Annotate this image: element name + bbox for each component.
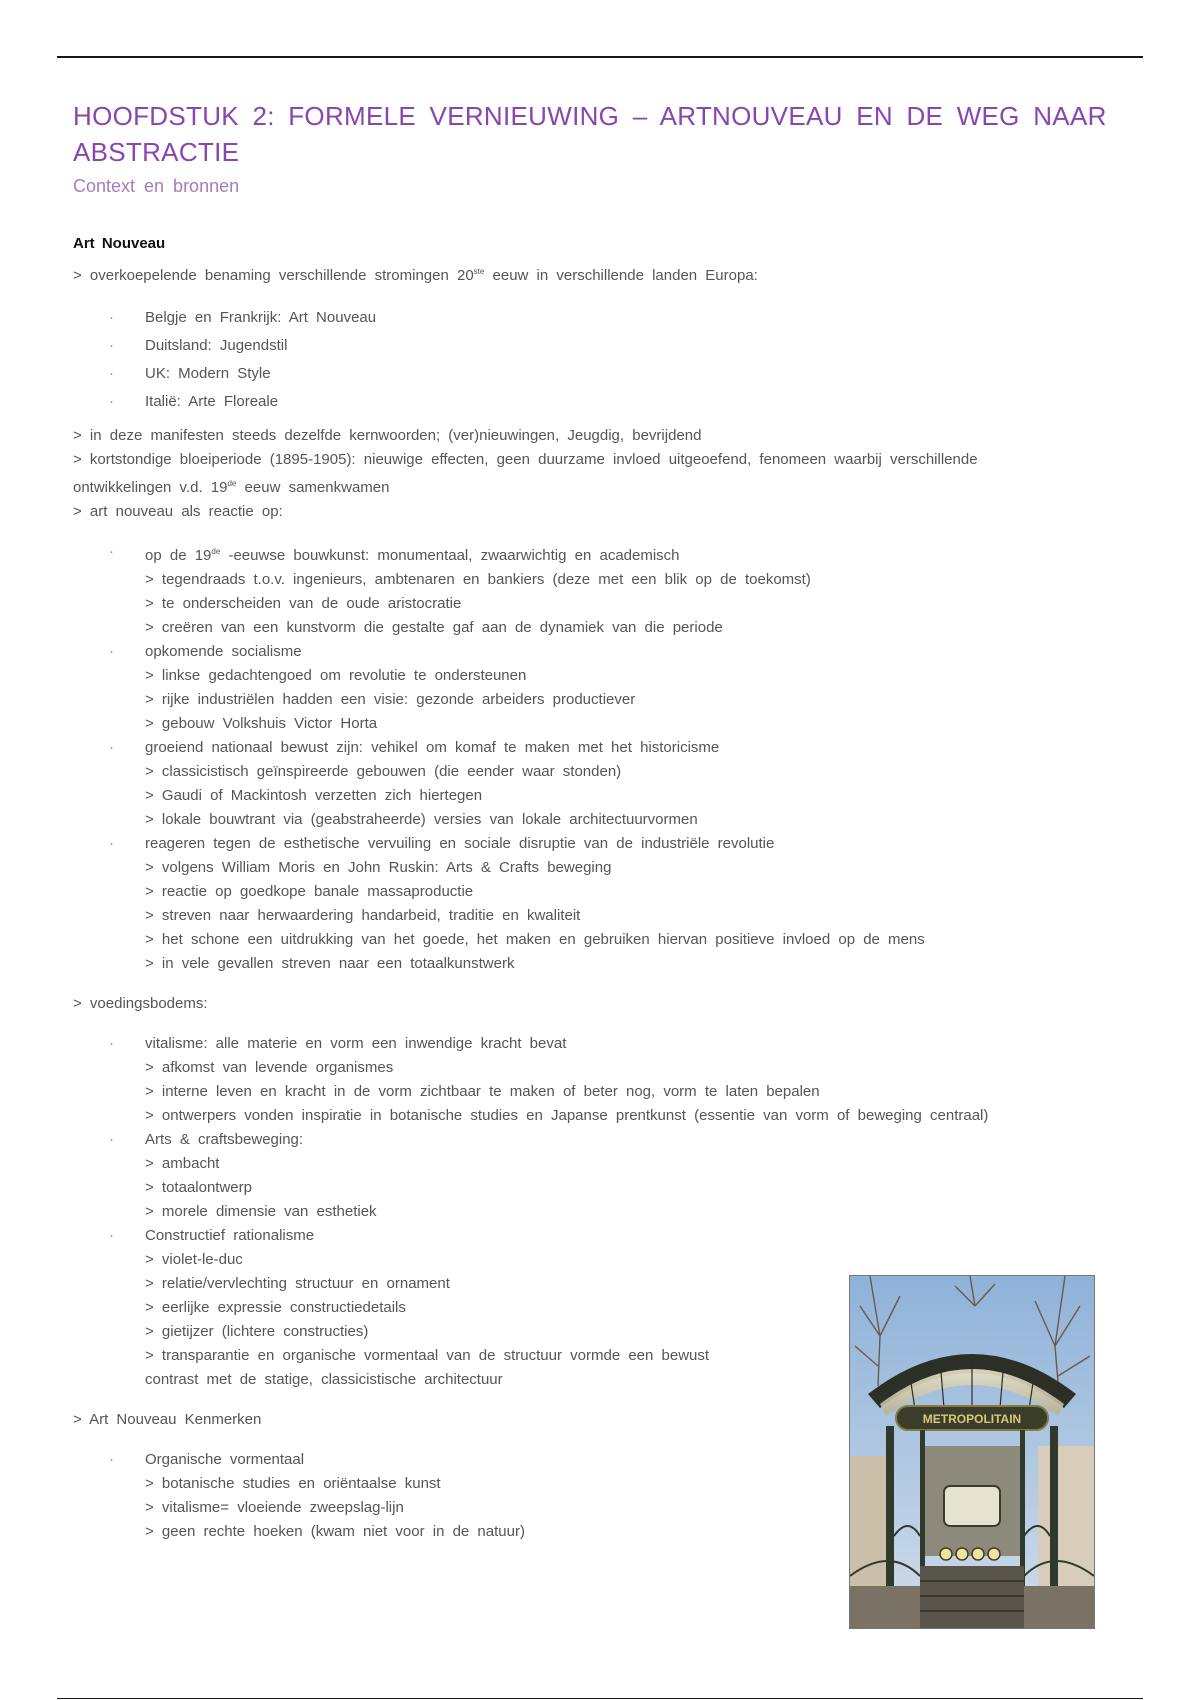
list-item: · Duitsland: Jugendstil bbox=[109, 337, 288, 354]
sub-item: > botanische studies en oriëntaalse kunst bbox=[145, 1475, 441, 1492]
list-item: · op de 19de -eeuwse bouwkunst: monumentaal, zwaarwichtig en academisch bbox=[109, 543, 680, 564]
bottom-rule bbox=[57, 1698, 1143, 1699]
list-item: · vitalisme: alle materie en vorm een inwendige kracht bevat bbox=[109, 1035, 567, 1052]
paragraph-kernwoorden: > in deze manifesten steeds dezelfde kernwoorden; (ver)nieuwingen, Jeugdig, bevrijdend bbox=[73, 427, 702, 444]
section-subtitle: Context en bronnen bbox=[73, 176, 240, 196]
list-item: · Organische vormentaal bbox=[109, 1451, 305, 1468]
sub-item: > violet-le-duc bbox=[145, 1251, 243, 1268]
sub-item: > volgens William Moris en John Ruskin: Arts & Crafts beweging bbox=[145, 859, 612, 876]
sub-item: > tegendraads t.o.v. ingenieurs, ambtenaren en bankiers (deze met een blik op de toekomst) bbox=[145, 571, 811, 588]
sub-item: > streven naar herwaardering handarbeid, traditie en kwaliteit bbox=[145, 907, 581, 924]
sub-item: > gietijzer (lichtere constructies) bbox=[145, 1323, 369, 1340]
sub-item: > classicistisch geïnspireerde gebouwen (die eender waar stonden) bbox=[145, 763, 622, 780]
top-rule bbox=[57, 56, 1143, 58]
sub-item: > rijke industriëlen hadden een visie: gezonde arbeiders productiever bbox=[145, 691, 636, 708]
country-list bbox=[73, 304, 1123, 416]
sub-item: > lokale bouwtrant via (geabstraheerde) versies van lokale architectuurvormen bbox=[145, 811, 698, 828]
list-item: · groeiend nationaal bewust zijn: vehikel om komaf te maken met het historicisme bbox=[109, 739, 720, 756]
metro-entrance-photo bbox=[849, 1275, 1095, 1629]
sub-item: > reactie op goedkope banale massaproductie bbox=[145, 883, 474, 900]
sub-item: > gebouw Volkshuis Victor Horta bbox=[145, 715, 378, 732]
sub-item: > geen rechte hoeken (kwam niet voor in de natuur) bbox=[145, 1523, 525, 1540]
sub-item: > het schone een uitdrukking van het goede, het maken en gebruiken hiervan positieve invloed op de mens bbox=[145, 931, 925, 948]
list-item: · opkomende socialisme bbox=[109, 643, 302, 660]
sub-item: > in vele gevallen streven naar een totaalkunstwerk bbox=[145, 955, 515, 972]
sub-item: > vitalisme= vloeiende zweepslag-lijn bbox=[145, 1499, 404, 1516]
sub-item-continuation: contrast met de statige, classicistische architectuur bbox=[145, 1371, 503, 1388]
list-item: · Arts & craftsbeweging: bbox=[109, 1131, 304, 1148]
sub-item: > transparantie en organische vormentaal van de structuur vormde een bewust bbox=[145, 1347, 710, 1364]
sub-item: > ambacht bbox=[145, 1155, 220, 1172]
reaction-list bbox=[73, 540, 1123, 976]
list-item: · Constructief rationalisme bbox=[109, 1227, 315, 1244]
kenmerken-heading: > Art Nouveau Kenmerken bbox=[73, 1411, 262, 1428]
voedingsbodems-heading: > voedingsbodems: bbox=[73, 995, 208, 1012]
sub-item: > ontwerpers vonden inspiratie in botanische studies en Japanse prentkunst (essentie van vorm of beweging centraal) bbox=[145, 1107, 989, 1124]
sub-item: > relatie/vervlechting structuur en ornament bbox=[145, 1275, 450, 1292]
paragraph-bloeiperiode: > kortstondige bloeiperiode (1895-1905): nieuwige effecten, geen duurzame invloed uitgeoefend, fenomeen waarbij verschillende bbox=[73, 451, 978, 468]
intro-line: > overkoepelende benaming verschillende stromingen 20ste eeuw in verschillende landen Europa: bbox=[73, 267, 758, 284]
sub-item: > Gaudi of Mackintosh verzetten zich hiertegen bbox=[145, 787, 483, 804]
metro-sign: METROPOLITAIN bbox=[922, 1412, 1022, 1426]
sub-item: > afkomst van levende organismes bbox=[145, 1059, 394, 1076]
art-nouveau-heading: Art Nouveau bbox=[73, 235, 166, 252]
sub-item: > morele dimensie van esthetiek bbox=[145, 1203, 377, 1220]
paragraph-reactie: > art nouveau als reactie op: bbox=[73, 503, 283, 520]
paragraph-bloeiperiode-cont: ontwikkelingen v.d. 19de eeuw samenkwamen bbox=[73, 479, 390, 496]
list-item: · UK: Modern Style bbox=[109, 365, 271, 382]
list-item: · reageren tegen de esthetische vervuiling en sociale disruptie van de industriële revolutie bbox=[109, 835, 775, 852]
list-item: · Belgje en Frankrijk: Art Nouveau bbox=[109, 309, 377, 326]
sub-item: > interne leven en kracht in de vorm zichtbaar te maken of beter nog, vorm te laten bepalen bbox=[145, 1083, 820, 1100]
sub-item: > eerlijke expressie constructiedetails bbox=[145, 1299, 406, 1316]
list-item: · Italië: Arte Floreale bbox=[109, 393, 279, 410]
sub-item: > linkse gedachtengoed om revolutie te ondersteunen bbox=[145, 667, 527, 684]
sub-item: > totaalontwerp bbox=[145, 1179, 252, 1196]
sub-item: > creëren van een kunstvorm die gestalte gaf aan de dynamiek van die periode bbox=[145, 619, 723, 636]
sub-item: > te onderscheiden van de oude aristocratie bbox=[145, 595, 462, 612]
chapter-title: HOOFDSTUK 2: FORMELE VERNIEUWING – ARTNOUVEAU EN DE WEG NAAR ABSTRACTIE bbox=[73, 101, 1107, 167]
